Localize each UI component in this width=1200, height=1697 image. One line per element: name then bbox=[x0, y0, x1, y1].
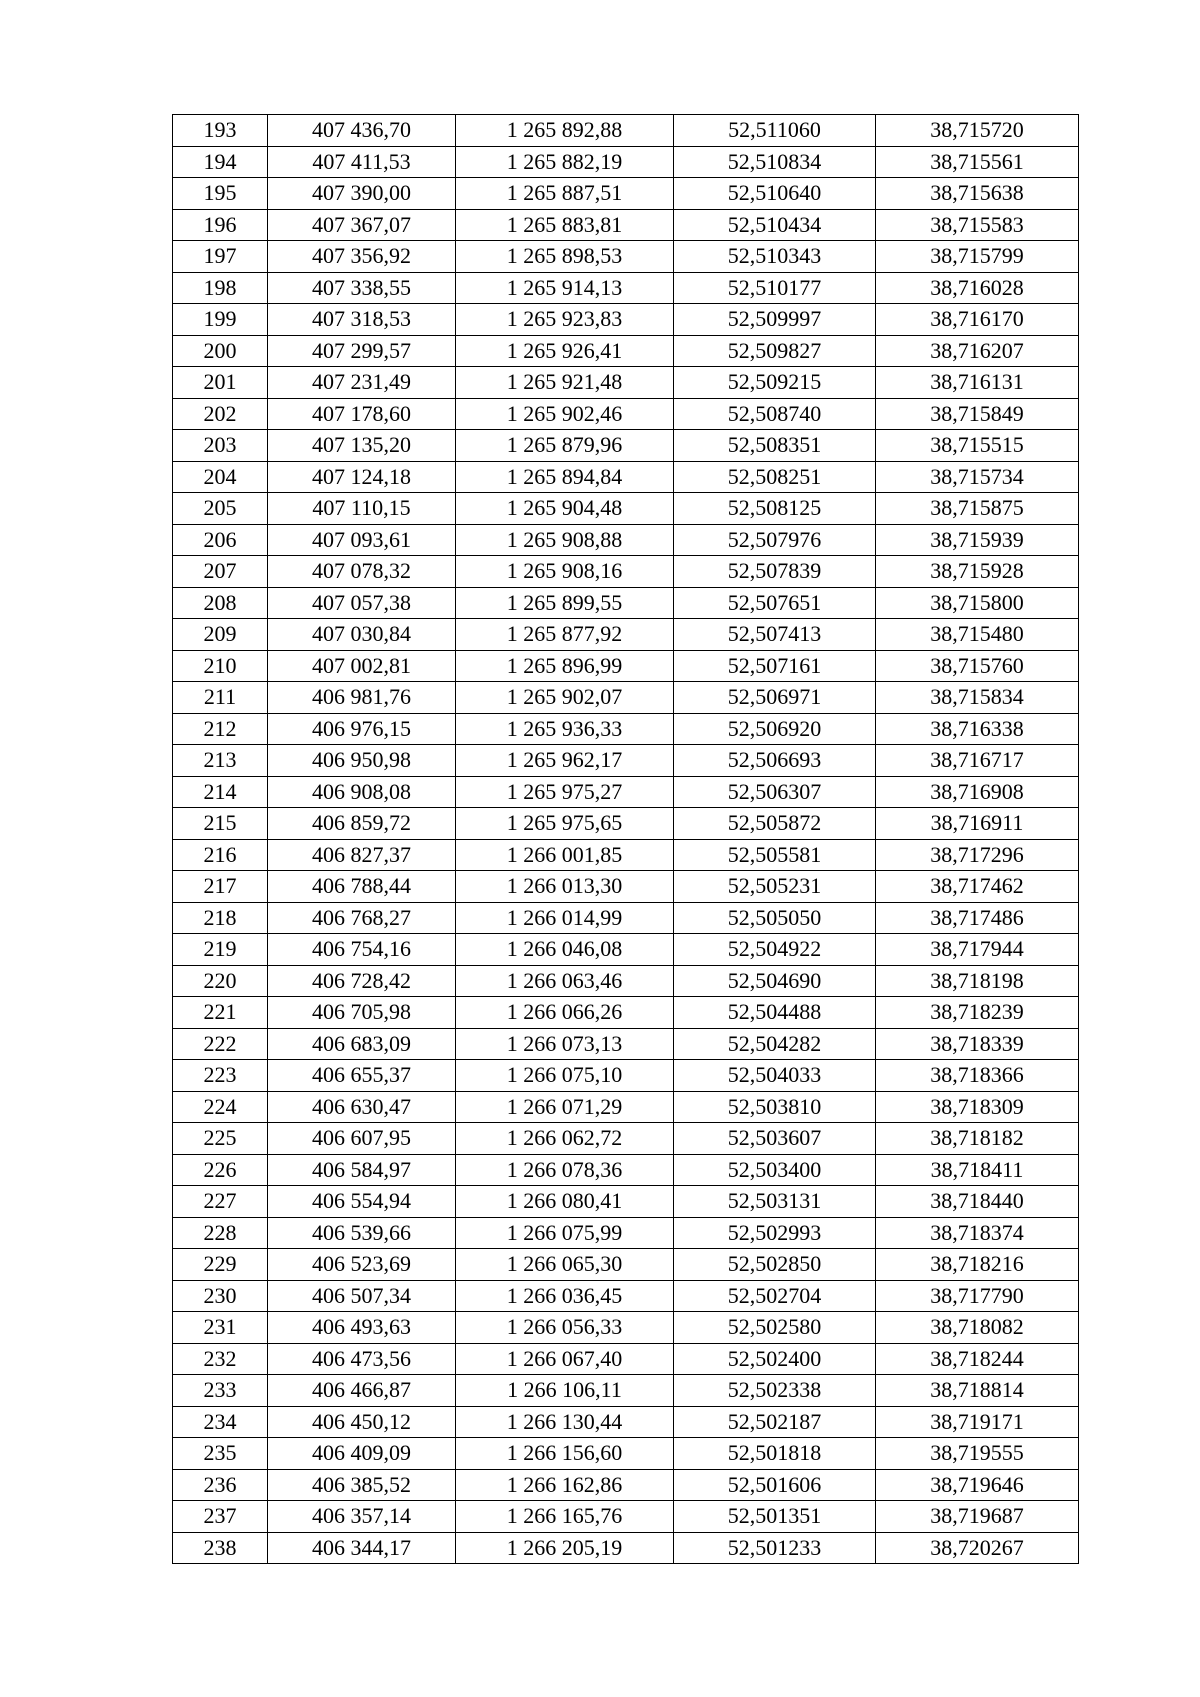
x-coordinate-cell: 407 338,55 bbox=[268, 272, 456, 304]
table-row bbox=[173, 1406, 1079, 1438]
x-coordinate-cell: 407 110,15 bbox=[268, 493, 456, 525]
point-number-cell: 210 bbox=[173, 650, 268, 682]
longitude-cell: 38,716338 bbox=[876, 713, 1079, 745]
latitude-cell: 52,504922 bbox=[674, 934, 876, 966]
table-row bbox=[173, 398, 1079, 430]
point-number-cell: 218 bbox=[173, 902, 268, 934]
latitude-cell: 52,501351 bbox=[674, 1501, 876, 1533]
table-row bbox=[173, 1217, 1079, 1249]
longitude-cell: 38,718309 bbox=[876, 1091, 1079, 1123]
latitude-cell: 52,503607 bbox=[674, 1123, 876, 1155]
x-coordinate-cell: 407 411,53 bbox=[268, 146, 456, 178]
latitude-cell: 52,506307 bbox=[674, 776, 876, 808]
latitude-cell: 52,505231 bbox=[674, 871, 876, 903]
x-coordinate-cell: 406 788,44 bbox=[268, 871, 456, 903]
point-number-cell: 219 bbox=[173, 934, 268, 966]
y-coordinate-cell: 1 265 975,27 bbox=[456, 776, 674, 808]
longitude-cell: 38,715734 bbox=[876, 461, 1079, 493]
y-coordinate-cell: 1 265 914,13 bbox=[456, 272, 674, 304]
longitude-cell: 38,717486 bbox=[876, 902, 1079, 934]
longitude-cell: 38,715515 bbox=[876, 430, 1079, 462]
table-row bbox=[173, 713, 1079, 745]
latitude-cell: 52,503400 bbox=[674, 1154, 876, 1186]
point-number-cell: 197 bbox=[173, 241, 268, 273]
table-row bbox=[173, 1154, 1079, 1186]
latitude-cell: 52,507976 bbox=[674, 524, 876, 556]
y-coordinate-cell: 1 265 936,33 bbox=[456, 713, 674, 745]
point-number-cell: 215 bbox=[173, 808, 268, 840]
y-coordinate-cell: 1 266 063,46 bbox=[456, 965, 674, 997]
longitude-cell: 38,715720 bbox=[876, 115, 1079, 147]
table-row bbox=[173, 1060, 1079, 1092]
point-number-cell: 212 bbox=[173, 713, 268, 745]
table-row bbox=[173, 367, 1079, 399]
longitude-cell: 38,718082 bbox=[876, 1312, 1079, 1344]
y-coordinate-cell: 1 265 898,53 bbox=[456, 241, 674, 273]
latitude-cell: 52,506971 bbox=[674, 682, 876, 714]
x-coordinate-cell: 407 318,53 bbox=[268, 304, 456, 336]
point-number-cell: 203 bbox=[173, 430, 268, 462]
y-coordinate-cell: 1 266 165,76 bbox=[456, 1501, 674, 1533]
point-number-cell: 194 bbox=[173, 146, 268, 178]
latitude-cell: 52,502400 bbox=[674, 1343, 876, 1375]
latitude-cell: 52,510177 bbox=[674, 272, 876, 304]
point-number-cell: 199 bbox=[173, 304, 268, 336]
table-row bbox=[173, 619, 1079, 651]
x-coordinate-cell: 407 356,92 bbox=[268, 241, 456, 273]
point-number-cell: 229 bbox=[173, 1249, 268, 1281]
point-number-cell: 238 bbox=[173, 1532, 268, 1564]
longitude-cell: 38,719687 bbox=[876, 1501, 1079, 1533]
latitude-cell: 52,510434 bbox=[674, 209, 876, 241]
x-coordinate-cell: 407 231,49 bbox=[268, 367, 456, 399]
y-coordinate-cell: 1 266 001,85 bbox=[456, 839, 674, 871]
x-coordinate-cell: 406 523,69 bbox=[268, 1249, 456, 1281]
table-row bbox=[173, 839, 1079, 871]
point-number-cell: 207 bbox=[173, 556, 268, 588]
x-coordinate-cell: 406 630,47 bbox=[268, 1091, 456, 1123]
y-coordinate-cell: 1 266 071,29 bbox=[456, 1091, 674, 1123]
longitude-cell: 38,715939 bbox=[876, 524, 1079, 556]
longitude-cell: 38,720267 bbox=[876, 1532, 1079, 1564]
longitude-cell: 38,716131 bbox=[876, 367, 1079, 399]
y-coordinate-cell: 1 265 908,16 bbox=[456, 556, 674, 588]
longitude-cell: 38,716717 bbox=[876, 745, 1079, 777]
latitude-cell: 52,508351 bbox=[674, 430, 876, 462]
point-number-cell: 196 bbox=[173, 209, 268, 241]
table-row bbox=[173, 304, 1079, 336]
latitude-cell: 52,502993 bbox=[674, 1217, 876, 1249]
point-number-cell: 193 bbox=[173, 115, 268, 147]
y-coordinate-cell: 1 265 902,46 bbox=[456, 398, 674, 430]
y-coordinate-cell: 1 266 075,99 bbox=[456, 1217, 674, 1249]
y-coordinate-cell: 1 265 899,55 bbox=[456, 587, 674, 619]
longitude-cell: 38,716911 bbox=[876, 808, 1079, 840]
x-coordinate-cell: 406 466,87 bbox=[268, 1375, 456, 1407]
table-row bbox=[173, 461, 1079, 493]
latitude-cell: 52,511060 bbox=[674, 115, 876, 147]
longitude-cell: 38,716908 bbox=[876, 776, 1079, 808]
table-row bbox=[173, 1438, 1079, 1470]
x-coordinate-cell: 407 057,38 bbox=[268, 587, 456, 619]
table-row bbox=[173, 808, 1079, 840]
table-row bbox=[173, 556, 1079, 588]
point-number-cell: 214 bbox=[173, 776, 268, 808]
table-row bbox=[173, 178, 1079, 210]
table-row bbox=[173, 241, 1079, 273]
point-number-cell: 217 bbox=[173, 871, 268, 903]
x-coordinate-cell: 406 908,08 bbox=[268, 776, 456, 808]
point-number-cell: 237 bbox=[173, 1501, 268, 1533]
longitude-cell: 38,716170 bbox=[876, 304, 1079, 336]
point-number-cell: 235 bbox=[173, 1438, 268, 1470]
table-row bbox=[173, 934, 1079, 966]
latitude-cell: 52,507161 bbox=[674, 650, 876, 682]
latitude-cell: 52,509215 bbox=[674, 367, 876, 399]
latitude-cell: 52,507413 bbox=[674, 619, 876, 651]
latitude-cell: 52,507839 bbox=[674, 556, 876, 588]
x-coordinate-cell: 406 827,37 bbox=[268, 839, 456, 871]
y-coordinate-cell: 1 266 162,86 bbox=[456, 1469, 674, 1501]
latitude-cell: 52,504488 bbox=[674, 997, 876, 1029]
y-coordinate-cell: 1 266 014,99 bbox=[456, 902, 674, 934]
longitude-cell: 38,715638 bbox=[876, 178, 1079, 210]
longitude-cell: 38,718198 bbox=[876, 965, 1079, 997]
point-number-cell: 209 bbox=[173, 619, 268, 651]
x-coordinate-cell: 407 093,61 bbox=[268, 524, 456, 556]
y-coordinate-cell: 1 266 130,44 bbox=[456, 1406, 674, 1438]
longitude-cell: 38,715875 bbox=[876, 493, 1079, 525]
x-coordinate-cell: 407 135,20 bbox=[268, 430, 456, 462]
longitude-cell: 38,718366 bbox=[876, 1060, 1079, 1092]
latitude-cell: 52,502850 bbox=[674, 1249, 876, 1281]
latitude-cell: 52,505581 bbox=[674, 839, 876, 871]
x-coordinate-cell: 406 728,42 bbox=[268, 965, 456, 997]
y-coordinate-cell: 1 266 205,19 bbox=[456, 1532, 674, 1564]
x-coordinate-cell: 407 178,60 bbox=[268, 398, 456, 430]
longitude-cell: 38,715799 bbox=[876, 241, 1079, 273]
table-row bbox=[173, 1280, 1079, 1312]
longitude-cell: 38,719555 bbox=[876, 1438, 1079, 1470]
point-number-cell: 228 bbox=[173, 1217, 268, 1249]
table-row bbox=[173, 1312, 1079, 1344]
y-coordinate-cell: 1 265 975,65 bbox=[456, 808, 674, 840]
latitude-cell: 52,505050 bbox=[674, 902, 876, 934]
point-number-cell: 225 bbox=[173, 1123, 268, 1155]
table-row bbox=[173, 272, 1079, 304]
x-coordinate-cell: 406 754,16 bbox=[268, 934, 456, 966]
y-coordinate-cell: 1 266 106,11 bbox=[456, 1375, 674, 1407]
point-number-cell: 206 bbox=[173, 524, 268, 556]
point-number-cell: 231 bbox=[173, 1312, 268, 1344]
y-coordinate-cell: 1 265 887,51 bbox=[456, 178, 674, 210]
point-number-cell: 213 bbox=[173, 745, 268, 777]
table-row bbox=[173, 587, 1079, 619]
latitude-cell: 52,508740 bbox=[674, 398, 876, 430]
point-number-cell: 220 bbox=[173, 965, 268, 997]
y-coordinate-cell: 1 265 896,99 bbox=[456, 650, 674, 682]
table-row bbox=[173, 1343, 1079, 1375]
x-coordinate-cell: 406 768,27 bbox=[268, 902, 456, 934]
table-row bbox=[173, 1028, 1079, 1060]
y-coordinate-cell: 1 266 056,33 bbox=[456, 1312, 674, 1344]
point-number-cell: 198 bbox=[173, 272, 268, 304]
point-number-cell: 230 bbox=[173, 1280, 268, 1312]
y-coordinate-cell: 1 265 883,81 bbox=[456, 209, 674, 241]
x-coordinate-cell: 406 493,63 bbox=[268, 1312, 456, 1344]
y-coordinate-cell: 1 266 156,60 bbox=[456, 1438, 674, 1470]
y-coordinate-cell: 1 265 877,92 bbox=[456, 619, 674, 651]
latitude-cell: 52,504282 bbox=[674, 1028, 876, 1060]
longitude-cell: 38,716028 bbox=[876, 272, 1079, 304]
longitude-cell: 38,718411 bbox=[876, 1154, 1079, 1186]
y-coordinate-cell: 1 265 908,88 bbox=[456, 524, 674, 556]
longitude-cell: 38,715834 bbox=[876, 682, 1079, 714]
y-coordinate-cell: 1 265 879,96 bbox=[456, 430, 674, 462]
latitude-cell: 52,509827 bbox=[674, 335, 876, 367]
latitude-cell: 52,502580 bbox=[674, 1312, 876, 1344]
y-coordinate-cell: 1 266 036,45 bbox=[456, 1280, 674, 1312]
table-row bbox=[173, 1532, 1079, 1564]
y-coordinate-cell: 1 266 065,30 bbox=[456, 1249, 674, 1281]
table-row bbox=[173, 682, 1079, 714]
table-row bbox=[173, 335, 1079, 367]
coordinates-table bbox=[172, 114, 1079, 1564]
longitude-cell: 38,715800 bbox=[876, 587, 1079, 619]
y-coordinate-cell: 1 266 078,36 bbox=[456, 1154, 674, 1186]
point-number-cell: 232 bbox=[173, 1343, 268, 1375]
point-number-cell: 233 bbox=[173, 1375, 268, 1407]
x-coordinate-cell: 406 554,94 bbox=[268, 1186, 456, 1218]
table-row bbox=[173, 524, 1079, 556]
x-coordinate-cell: 406 473,56 bbox=[268, 1343, 456, 1375]
point-number-cell: 224 bbox=[173, 1091, 268, 1123]
y-coordinate-cell: 1 265 926,41 bbox=[456, 335, 674, 367]
x-coordinate-cell: 406 409,09 bbox=[268, 1438, 456, 1470]
x-coordinate-cell: 407 078,32 bbox=[268, 556, 456, 588]
x-coordinate-cell: 406 357,14 bbox=[268, 1501, 456, 1533]
table-row bbox=[173, 430, 1079, 462]
latitude-cell: 52,510343 bbox=[674, 241, 876, 273]
longitude-cell: 38,717296 bbox=[876, 839, 1079, 871]
longitude-cell: 38,715849 bbox=[876, 398, 1079, 430]
latitude-cell: 52,508125 bbox=[674, 493, 876, 525]
x-coordinate-cell: 406 385,52 bbox=[268, 1469, 456, 1501]
x-coordinate-cell: 406 981,76 bbox=[268, 682, 456, 714]
point-number-cell: 226 bbox=[173, 1154, 268, 1186]
longitude-cell: 38,715583 bbox=[876, 209, 1079, 241]
y-coordinate-cell: 1 265 962,17 bbox=[456, 745, 674, 777]
longitude-cell: 38,718374 bbox=[876, 1217, 1079, 1249]
point-number-cell: 204 bbox=[173, 461, 268, 493]
latitude-cell: 52,504690 bbox=[674, 965, 876, 997]
x-coordinate-cell: 406 705,98 bbox=[268, 997, 456, 1029]
x-coordinate-cell: 406 450,12 bbox=[268, 1406, 456, 1438]
point-number-cell: 205 bbox=[173, 493, 268, 525]
x-coordinate-cell: 406 344,17 bbox=[268, 1532, 456, 1564]
table-row bbox=[173, 1249, 1079, 1281]
table-row bbox=[173, 1501, 1079, 1533]
latitude-cell: 52,501818 bbox=[674, 1438, 876, 1470]
x-coordinate-cell: 406 976,15 bbox=[268, 713, 456, 745]
table-row bbox=[173, 146, 1079, 178]
longitude-cell: 38,718440 bbox=[876, 1186, 1079, 1218]
latitude-cell: 52,507651 bbox=[674, 587, 876, 619]
x-coordinate-cell: 406 507,34 bbox=[268, 1280, 456, 1312]
latitude-cell: 52,508251 bbox=[674, 461, 876, 493]
x-coordinate-cell: 406 683,09 bbox=[268, 1028, 456, 1060]
y-coordinate-cell: 1 265 894,84 bbox=[456, 461, 674, 493]
x-coordinate-cell: 407 367,07 bbox=[268, 209, 456, 241]
y-coordinate-cell: 1 265 904,48 bbox=[456, 493, 674, 525]
table-row bbox=[173, 776, 1079, 808]
latitude-cell: 52,503131 bbox=[674, 1186, 876, 1218]
y-coordinate-cell: 1 266 075,10 bbox=[456, 1060, 674, 1092]
latitude-cell: 52,501606 bbox=[674, 1469, 876, 1501]
point-number-cell: 200 bbox=[173, 335, 268, 367]
point-number-cell: 202 bbox=[173, 398, 268, 430]
latitude-cell: 52,510640 bbox=[674, 178, 876, 210]
latitude-cell: 52,503810 bbox=[674, 1091, 876, 1123]
point-number-cell: 234 bbox=[173, 1406, 268, 1438]
x-coordinate-cell: 406 584,97 bbox=[268, 1154, 456, 1186]
longitude-cell: 38,717790 bbox=[876, 1280, 1079, 1312]
y-coordinate-cell: 1 265 923,83 bbox=[456, 304, 674, 336]
table-row bbox=[173, 1375, 1079, 1407]
x-coordinate-cell: 406 859,72 bbox=[268, 808, 456, 840]
y-coordinate-cell: 1 266 062,72 bbox=[456, 1123, 674, 1155]
longitude-cell: 38,719646 bbox=[876, 1469, 1079, 1501]
x-coordinate-cell: 406 655,37 bbox=[268, 1060, 456, 1092]
latitude-cell: 52,502187 bbox=[674, 1406, 876, 1438]
point-number-cell: 216 bbox=[173, 839, 268, 871]
table-row bbox=[173, 493, 1079, 525]
latitude-cell: 52,506693 bbox=[674, 745, 876, 777]
longitude-cell: 38,717462 bbox=[876, 871, 1079, 903]
longitude-cell: 38,719171 bbox=[876, 1406, 1079, 1438]
x-coordinate-cell: 406 950,98 bbox=[268, 745, 456, 777]
y-coordinate-cell: 1 265 921,48 bbox=[456, 367, 674, 399]
longitude-cell: 38,718239 bbox=[876, 997, 1079, 1029]
longitude-cell: 38,715480 bbox=[876, 619, 1079, 651]
longitude-cell: 38,718216 bbox=[876, 1249, 1079, 1281]
x-coordinate-cell: 406 539,66 bbox=[268, 1217, 456, 1249]
table-row bbox=[173, 209, 1079, 241]
table-row bbox=[173, 650, 1079, 682]
point-number-cell: 236 bbox=[173, 1469, 268, 1501]
table-row bbox=[173, 1123, 1079, 1155]
point-number-cell: 208 bbox=[173, 587, 268, 619]
coordinates-table-body bbox=[173, 115, 1079, 1564]
y-coordinate-cell: 1 266 073,13 bbox=[456, 1028, 674, 1060]
table-row bbox=[173, 965, 1079, 997]
latitude-cell: 52,501233 bbox=[674, 1532, 876, 1564]
point-number-cell: 201 bbox=[173, 367, 268, 399]
point-number-cell: 227 bbox=[173, 1186, 268, 1218]
x-coordinate-cell: 406 607,95 bbox=[268, 1123, 456, 1155]
longitude-cell: 38,718339 bbox=[876, 1028, 1079, 1060]
point-number-cell: 221 bbox=[173, 997, 268, 1029]
y-coordinate-cell: 1 265 892,88 bbox=[456, 115, 674, 147]
longitude-cell: 38,716207 bbox=[876, 335, 1079, 367]
latitude-cell: 52,502704 bbox=[674, 1280, 876, 1312]
table-row bbox=[173, 902, 1079, 934]
y-coordinate-cell: 1 266 067,40 bbox=[456, 1343, 674, 1375]
y-coordinate-cell: 1 266 066,26 bbox=[456, 997, 674, 1029]
latitude-cell: 52,506920 bbox=[674, 713, 876, 745]
table-row bbox=[173, 997, 1079, 1029]
table-row bbox=[173, 115, 1079, 147]
longitude-cell: 38,715928 bbox=[876, 556, 1079, 588]
y-coordinate-cell: 1 266 046,08 bbox=[456, 934, 674, 966]
x-coordinate-cell: 407 390,00 bbox=[268, 178, 456, 210]
y-coordinate-cell: 1 266 013,30 bbox=[456, 871, 674, 903]
table-row bbox=[173, 745, 1079, 777]
table-row bbox=[173, 1091, 1079, 1123]
longitude-cell: 38,718182 bbox=[876, 1123, 1079, 1155]
y-coordinate-cell: 1 265 882,19 bbox=[456, 146, 674, 178]
point-number-cell: 223 bbox=[173, 1060, 268, 1092]
y-coordinate-cell: 1 266 080,41 bbox=[456, 1186, 674, 1218]
longitude-cell: 38,718814 bbox=[876, 1375, 1079, 1407]
latitude-cell: 52,510834 bbox=[674, 146, 876, 178]
longitude-cell: 38,715561 bbox=[876, 146, 1079, 178]
latitude-cell: 52,502338 bbox=[674, 1375, 876, 1407]
latitude-cell: 52,509997 bbox=[674, 304, 876, 336]
longitude-cell: 38,718244 bbox=[876, 1343, 1079, 1375]
latitude-cell: 52,504033 bbox=[674, 1060, 876, 1092]
x-coordinate-cell: 407 002,81 bbox=[268, 650, 456, 682]
point-number-cell: 222 bbox=[173, 1028, 268, 1060]
x-coordinate-cell: 407 299,57 bbox=[268, 335, 456, 367]
latitude-cell: 52,505872 bbox=[674, 808, 876, 840]
x-coordinate-cell: 407 124,18 bbox=[268, 461, 456, 493]
table-row bbox=[173, 871, 1079, 903]
longitude-cell: 38,715760 bbox=[876, 650, 1079, 682]
table-row bbox=[173, 1186, 1079, 1218]
point-number-cell: 211 bbox=[173, 682, 268, 714]
y-coordinate-cell: 1 265 902,07 bbox=[456, 682, 674, 714]
table-row bbox=[173, 1469, 1079, 1501]
point-number-cell: 195 bbox=[173, 178, 268, 210]
x-coordinate-cell: 407 030,84 bbox=[268, 619, 456, 651]
x-coordinate-cell: 407 436,70 bbox=[268, 115, 456, 147]
longitude-cell: 38,717944 bbox=[876, 934, 1079, 966]
